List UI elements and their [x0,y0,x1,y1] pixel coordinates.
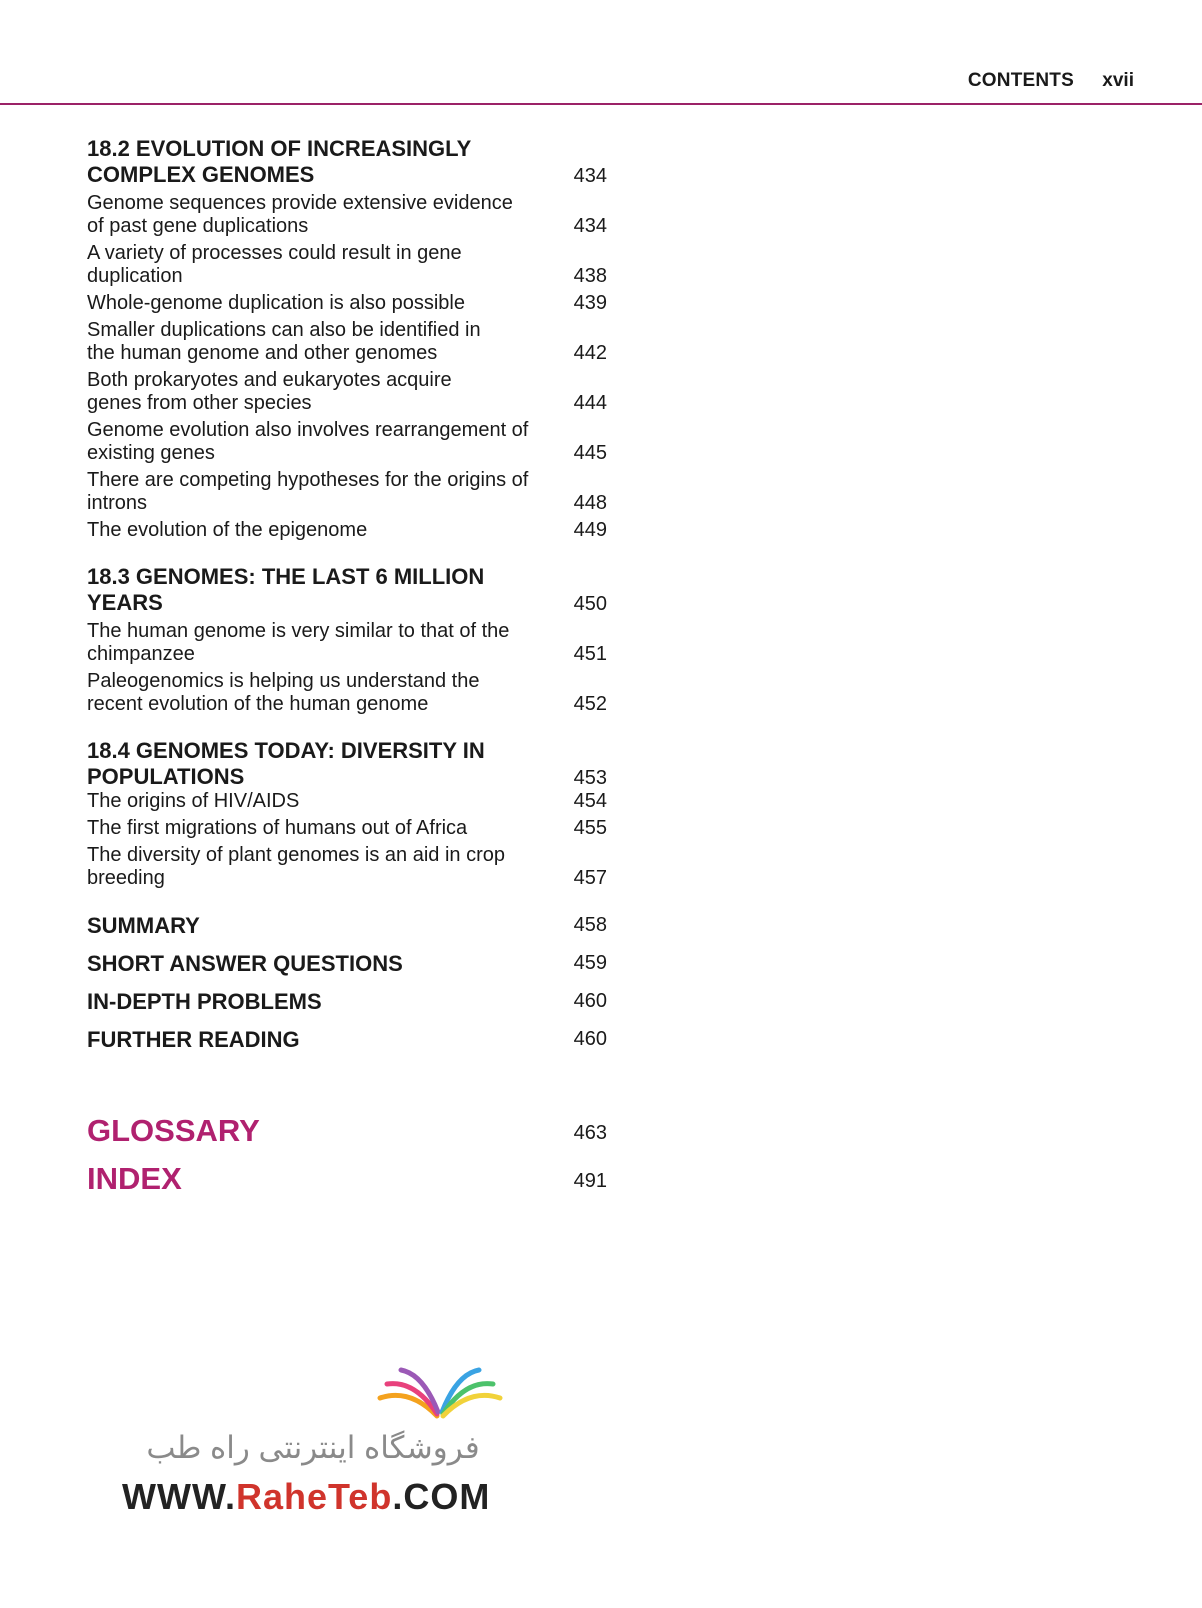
entry-line-1: The evolution of the epigenome [87,519,368,541]
entry-line-1: The origins of HIV/AIDS [87,790,300,812]
entry-line-1: The first migrations of humans out of Africa [87,817,468,839]
watermark-persian-text: فروشگاه اینترنتی راه طب [146,1430,480,1465]
entry-label: SUMMARY [87,913,200,938]
entry-line-2: chimpanzee [87,643,195,665]
toc-entry-glossary[interactable] [87,1113,607,1149]
entry-line-2: of past gene duplications [87,215,309,237]
entry-label: INDEX [87,1161,182,1196]
toc-page-number: 457 [573,867,607,889]
page-header [0,70,1202,104]
toc-page-number: 458 [573,914,607,936]
toc-entry[interactable] [87,844,607,890]
toc-page-number: 459 [573,952,607,974]
url-prefix: WWW. [122,1476,236,1517]
table-of-contents [87,136,607,1209]
toc-page-number: 438 [573,265,607,287]
toc-entry[interactable] [87,242,607,288]
toc-entry[interactable] [87,319,607,365]
toc-page-number: 450 [573,593,607,615]
toc-section-18-3 [87,564,607,716]
toc-section-heading[interactable] [87,738,607,790]
toc-page-number: 445 [573,442,607,464]
entry-line-2: the human genome and other genomes [87,342,438,364]
heading-line-1: 18.2 EVOLUTION OF INCREASINGLY [87,136,472,161]
entry-label: SHORT ANSWER QUESTIONS [87,951,403,976]
heading-line-2: COMPLEX GENOMES [87,162,315,187]
toc-section-heading[interactable] [87,136,607,188]
entry-label: FURTHER READING [87,1027,300,1052]
toc-entry[interactable] [87,519,607,542]
toc-page-number: 434 [573,215,607,237]
toc-page-number: 453 [573,767,607,789]
toc-page-number: 451 [573,643,607,665]
toc-page-number: 448 [573,492,607,514]
toc-page-number: 452 [573,693,607,715]
running-header-title: CONTENTS [967,70,1074,91]
heading-line-2: POPULATIONS [87,764,245,789]
toc-entry-in-depth-problems[interactable] [87,990,607,1013]
entry-label: IN-DEPTH PROBLEMS [87,989,322,1014]
toc-section-18-2 [87,136,607,542]
heading-line-1: 18.4 GENOMES TODAY: DIVERSITY IN [87,738,485,763]
toc-page-number: 460 [573,990,607,1012]
entry-line-1: Genome evolution also involves rearrangement of [87,419,529,441]
header-rule [0,103,1202,105]
toc-entry-further-reading[interactable] [87,1028,607,1051]
entry-line-1: Both prokaryotes and eukaryotes acquire [87,369,452,391]
toc-page-number: 491 [573,1170,607,1192]
entry-line-2: recent evolution of the human genome [87,693,429,715]
toc-entry[interactable] [87,292,607,315]
toc-page-number: 460 [573,1028,607,1050]
toc-page-number: 439 [573,292,607,314]
entry-line-1: A variety of processes could result in gene [87,242,462,264]
entry-line-2: genes from other species [87,392,312,414]
entry-line-1: The diversity of plant genomes is an aid in crop [87,844,505,866]
watermark-url [122,1476,490,1518]
toc-page-number: 442 [573,342,607,364]
toc-entry-index[interactable] [87,1161,607,1197]
toc-entry[interactable] [87,620,607,666]
toc-page-number: 455 [573,817,607,839]
entry-line-1: Smaller duplications can also be identified in [87,319,481,341]
entry-line-1: Whole-genome duplication is also possible [87,292,465,314]
toc-entry[interactable] [87,790,607,813]
url-suffix: .COM [392,1476,491,1517]
toc-entry[interactable] [87,817,607,840]
book-fan-logo-icon [375,1354,505,1424]
toc-entry[interactable] [87,469,607,515]
entry-line-1: Genome sequences provide extensive evidence [87,192,513,214]
entry-line-1: Paleogenomics is helping us understand the [87,670,480,692]
toc-section-18-4 [87,738,607,890]
back-matter-list [87,1113,607,1197]
entry-line-1: There are competing hypotheses for the origins of [87,469,529,491]
toc-section-heading[interactable] [87,564,607,616]
heading-line-2: YEARS [87,590,163,615]
end-of-chapter-list [87,914,607,1051]
entry-line-2: breeding [87,867,165,889]
watermark [120,1378,510,1538]
toc-entry-short-answer-questions[interactable] [87,952,607,975]
toc-entry[interactable] [87,192,607,238]
toc-page-number: 434 [573,165,607,187]
url-brand: RaheTeb [235,1476,393,1517]
toc-entry[interactable] [87,419,607,465]
heading-line-1: 18.3 GENOMES: THE LAST 6 MILLION [87,564,485,589]
toc-page-number: 454 [573,790,607,812]
entry-line-1: The human genome is very similar to that of the [87,620,510,642]
entry-line-2: introns [87,492,148,514]
toc-entry[interactable] [87,369,607,415]
toc-page-number: 444 [573,392,607,414]
toc-page-number: 449 [573,519,607,541]
entry-line-2: duplication [87,265,183,287]
entry-label: GLOSSARY [87,1113,260,1148]
toc-page-number: 463 [573,1122,607,1144]
entry-line-2: existing genes [87,442,215,464]
page-number: xvii [1102,70,1134,91]
toc-entry[interactable] [87,670,607,716]
toc-entry-summary[interactable] [87,914,607,937]
